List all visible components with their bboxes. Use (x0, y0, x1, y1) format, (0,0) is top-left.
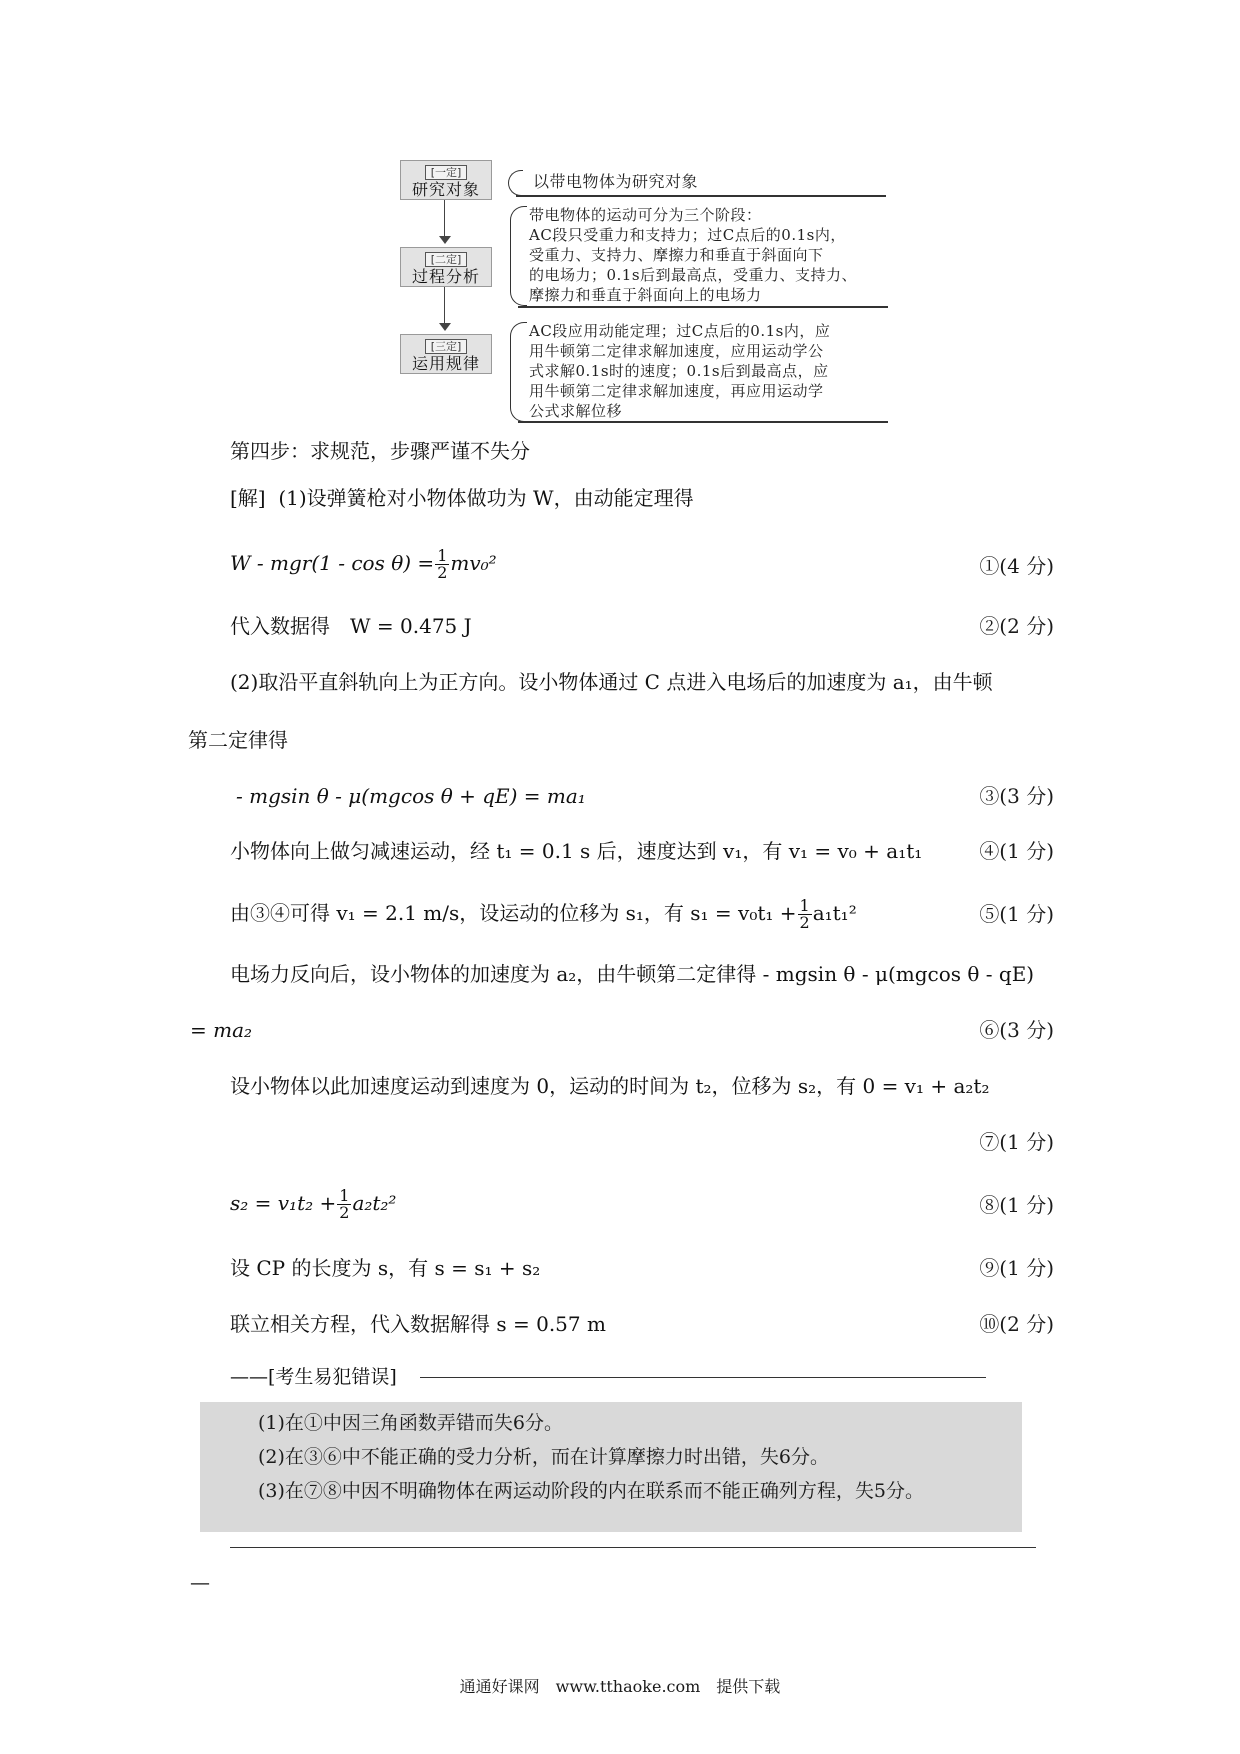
solution-intro-text: (1)设弹簧枪对小物体做功为 W，由动能定理得 (278, 486, 694, 510)
score-mark-10: ⑩(2 分) (979, 1312, 1054, 1336)
laws-desc-line: 式求解0.1s时的速度；0.1s后到最高点，应 (529, 362, 829, 380)
process-desc-line: AC段只受重力和支持力；过C点后的0.1s内， (529, 226, 846, 244)
part2-paragraph-line2: 第二定律得 (188, 728, 288, 752)
brace-bracket (510, 322, 527, 422)
score-mark-3: ③(3 分) (979, 784, 1054, 808)
laws-desc-line: 用牛顿第二定律求解加速度，再应用运动学 (529, 382, 824, 400)
step-tag: [一定] (425, 165, 468, 180)
fraction-numerator: 1 (799, 896, 810, 915)
arrow-down-icon (439, 323, 451, 331)
fraction-numerator: 1 (339, 1186, 350, 1205)
line5-right: a₁t₁² (812, 901, 857, 925)
step-box-process-analysis (400, 247, 492, 287)
step-box-research-object (400, 160, 492, 200)
error-item: (1)在①中因三角函数弄错而失6分。 (258, 1412, 564, 1434)
step-title: 过程分析 (411, 267, 480, 286)
final-answer-line: 联立相关方程，代入数据解得 s = 0.57 m (230, 1312, 606, 1336)
line8-left: s₂ = v₁t₂ + (230, 1191, 337, 1215)
underline (518, 306, 888, 308)
equation-8 (230, 1188, 396, 1221)
process-desc-line: 的电场力；0.1s后到最高点，受重力、支持力、 (529, 266, 858, 284)
deceleration-line: 小物体向上做匀减速运动，经 t₁ = 0.1 s 后，速度达到 v₁，有 v₁ = v₀ + a₁t₁ (230, 839, 923, 863)
underline (516, 195, 886, 197)
line5-left: 由③④可得 v₁ = 2.1 m/s，设运动的位移为 s₁，有 s₁ = v₀t₁ + (230, 901, 797, 925)
research-object-desc: 以带电物体为研究对象 (533, 172, 699, 191)
error-item: (2)在③⑥中不能正确的受力分析，而在计算摩擦力时出错，失6分。 (258, 1446, 830, 1468)
line8-right: a₂t₂² (352, 1191, 397, 1215)
fraction-numerator: 1 (437, 546, 448, 565)
arrow-down-icon (439, 236, 451, 244)
step-box-apply-laws (400, 334, 492, 374)
equation-3: - mgsin θ - μ(mgcos θ + qE) = ma₁ (236, 784, 586, 808)
reverse-field-line2: = ma₂ (190, 1018, 253, 1042)
errors-heading-rule (420, 1377, 986, 1378)
process-desc-line: 带电物体的运动可分为三个阶段： (529, 206, 762, 224)
score-mark-7: ⑦(1 分) (979, 1130, 1054, 1154)
equation-1 (230, 548, 497, 581)
underline (518, 421, 888, 423)
score-mark-2: ②(2 分) (979, 614, 1054, 638)
laws-desc-line: AC段应用动能定理；过C点后的0.1s内，应 (529, 322, 831, 340)
solution-intro (230, 484, 694, 512)
footer-credit: 通通好课网 www.tthaoke.com 提供下载 (459, 1677, 781, 1696)
substitution-line: 代入数据得 W = 0.475 J (230, 614, 472, 638)
fraction-denominator: 2 (799, 913, 810, 932)
eq1-right: mv₀² (450, 551, 497, 575)
cp-length-line: 设 CP 的长度为 s，有 s = s₁ + s₂ (230, 1256, 541, 1280)
step-title: 研究对象 (411, 180, 480, 199)
score-mark-1: ①(4 分) (979, 554, 1054, 578)
score-mark-4: ④(1 分) (979, 839, 1054, 863)
process-desc-line: 受重力、支持力、摩擦力和垂直于斜面向下 (529, 246, 824, 264)
error-item: (3)在⑦⑧中因不明确物体在两运动阶段的内在联系而不能正确列方程，失5分。 (258, 1480, 925, 1502)
laws-desc-line: 公式求解位移 (529, 402, 623, 420)
velocity-line (230, 898, 857, 931)
part2-paragraph-line1: (2)取沿平直斜轨向上为正方向。设小物体通过 C 点进入电场后的加速度为 a₁，由牛顿 (230, 670, 993, 694)
errors-heading: ——[考生易犯错误] (230, 1366, 397, 1388)
reverse-field-line1: 电场力反向后，设小物体的加速度为 a₂，由牛顿第二定律得 - mgsin θ - μ(mgcos θ - qE) (230, 962, 1035, 986)
score-mark-6: ⑥(3 分) (979, 1018, 1054, 1042)
score-mark-9: ⑨(1 分) (979, 1256, 1054, 1280)
laws-desc-line: 用牛顿第二定律求解加速度，应用运动学公 (529, 342, 824, 360)
fraction (435, 548, 449, 581)
score-mark-5: ⑤(1 分) (979, 902, 1054, 926)
solution-tag: [解] (230, 486, 266, 510)
fraction-denominator: 2 (437, 563, 448, 582)
dash-mark: — (190, 1570, 210, 1594)
eq1-left: W - mgr(1 - cos θ) = (230, 551, 435, 575)
arrow-line (444, 200, 445, 236)
arrow-line (444, 287, 445, 323)
brace-bracket (508, 170, 523, 196)
process-desc-line: 摩擦力和垂直于斜面向上的电场力 (529, 286, 762, 304)
step4-heading: 第四步：求规范，步骤严谨不失分 (230, 439, 530, 463)
fraction (337, 1188, 351, 1221)
stop-time-line: 设小物体以此加速度运动到速度为 0，运动的时间为 t₂，位移为 s₂，有 0 = v₁ + a₂t₂ (230, 1074, 990, 1098)
brace-bracket (510, 206, 527, 306)
score-mark-8: ⑧(1 分) (979, 1193, 1054, 1217)
fraction (798, 898, 812, 931)
fraction-denominator: 2 (339, 1203, 350, 1222)
divider-line (230, 1547, 1036, 1548)
step-tag: [三定] (425, 339, 468, 354)
step-title: 运用规律 (411, 354, 480, 373)
step-tag: [二定] (425, 252, 468, 267)
